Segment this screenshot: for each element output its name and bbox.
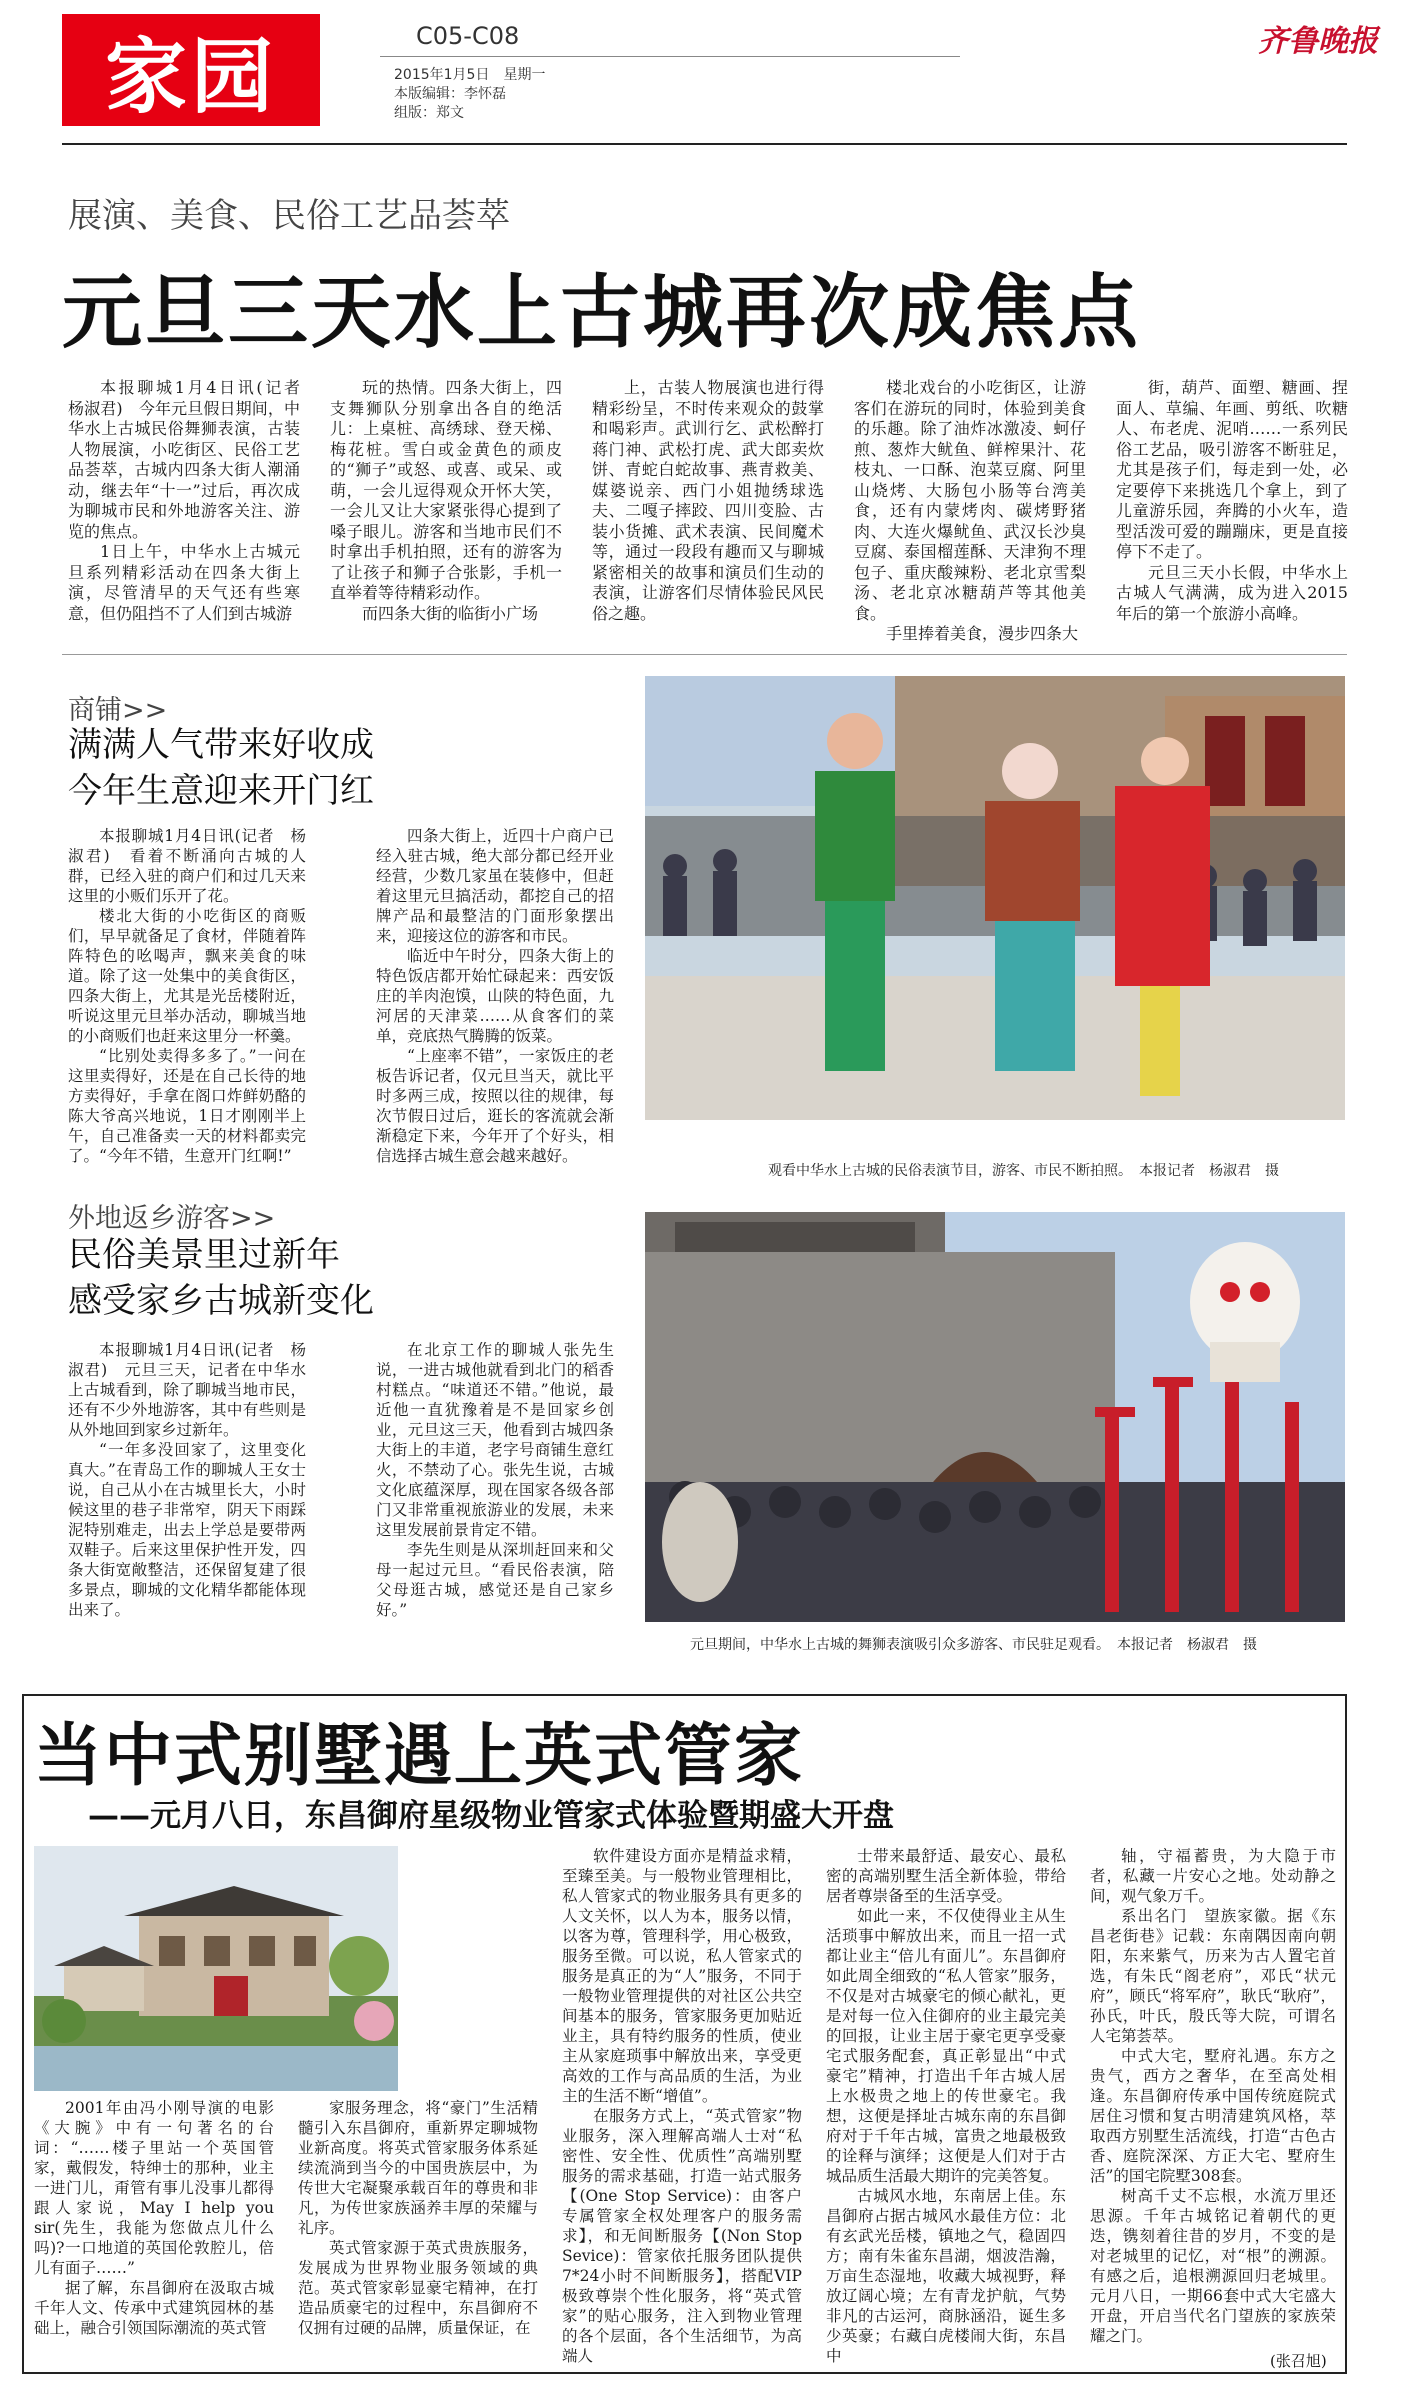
story4-subheadline: ——元月八日，东昌御府星级物业管家式体验暨期盛大开盘 [88,1798,894,1834]
paragraph: 士带来最舒适、最安心、最私密的高端别墅生活全新体验，带给居者尊崇备至的生活享受。 [826,1847,1066,1905]
paragraph: 街，葫芦、面塑、糖画、捏面人、草编、年画、剪纸、吹糖人、布老虎、泥哨……一系列民俗工艺品，吸引游客不断驻足，尤其是孩子们，每走到一处，必定要停下来挑选几个拿上，到了儿童游乐园，奔腾的小火车，造型活泼可爱的蹦蹦床，更是直接停下不走了。 [1116,378,1348,561]
story4-headline: 当中式别墅遇上英式管家 [34,1717,805,1796]
story4-column-1 [34,2098,274,2368]
folk-performance-photo [645,676,1345,1120]
issue-date: 2015年1月5日 星期一 [394,67,546,83]
paragraph: 本报聊城1月4日讯(记者 杨淑君) 今年元旦假日期间，中华水上古城民俗舞狮表演，古装人物展演，小吃街区、民俗工艺品荟萃，古城内四条大街人潮涌动，继去年“十一”过后，再次成为聊城市民和外地游客关注、游览的焦点。 [68,378,317,541]
lion-dance-caption: 元旦期间，中华水上古城的舞狮表演吸引众多游客、市民驻足观看。 本报记者 杨淑君 摄 [690,1637,1257,1653]
story3-column-2 [376,1340,614,1652]
paragraph: 据了解，东昌御府在汲取古城千年人文、传承中式建筑园林的基础上，融合引领国际潮流的英式管 [34,2279,274,2337]
paragraph: 本报聊城1月4日讯(记者 杨淑君) 元旦三天，记者在中华水上古城看到，除了聊城当地市民，还有不少外地游客，其中有些则是从外地回到家乡过新年。 [68,1341,306,1439]
paragraph: 在服务方式上，“英式管家”物业服务，深入理解高端人士对“私密性、安全性、优质性”高端别墅服务的需求基础，打造一站式服务【(One Stop Service)：由客户专属管家全权处理客户的服务需求】，和无间断服务【(Non Stop Sevice)：管家依托服务团队提供7*24小时不间断服务】，搭配VIP极致尊崇个性化服务，将“英式管家”的贴心服务，注入到物业管理的各个层面，各个生活细节，为高端人 [562,2107,802,2365]
paragraph: 古城风水地，东南居上佳。东昌御府占据古城风水最佳方位：北有玄武光岳楼，镇地之气，稳固四方；南有朱雀东昌湖，烟波浩瀚，万亩生态湿地，收藏大城视野，释放辽阔心境；左有青龙护航，气势非凡的古运河，商脉涵沿，诞生多少英豪；右藏白虎楼闹大街，东昌中 [826,2187,1066,2365]
story3-kicker: 外地返乡游客>> [68,1203,276,1234]
paragraph: 本报聊城1月4日讯(记者 杨淑君) 看着不断涌向古城的人群，已经入驻的商户们和过几天来这里的小贩们乐开了花。 [68,827,306,905]
paragraph: “一年多没回家了，这里变化真大。”在青岛工作的聊城人王女士说，自己从小在古城里长大，小时候这里的巷子非常窄，阴天下雨踩泥特别难走，出去上学总是要带两双鞋子。后来这里保护性开发，四条大街宽敞整洁，还保留复建了很多景点，聊城的文化精华都能体现出来了。 [68,1441,306,1619]
editor-credit: 本版编辑：李怀磊 [394,86,506,102]
layout-credit: 组版：郑文 [394,105,464,121]
paragraph: 李先生则是从深圳赶回来和父母一起过元旦。“看民俗表演，陪父母逛古城，感觉还是自己家乡好。” [376,1541,614,1619]
paragraph: 手里捧着美食，漫步四条大 [886,624,1079,643]
paragraph: 如此一来，不仅使得业主从生活琐事中解放出来，而且一招一式都让业主“倍儿有面儿”。东昌御府如此周全细致的“私人管家”服务，不仅是对古城豪宅的倾心献礼，更是对每一位入住御府的业主最完美的回报，让业主居于豪宅更享受豪宅式服务配套，真正彰显出“中式豪宅”精神，打造出千年古城人居上水极贵之地上的传世豪宅。我想，这便是择址古城东南的东昌御府对于千年古城，富贵之地最极致的诠释与演绎；这便是人们对于古城品质生活最大期许的完美答复。 [826,1907,1066,2185]
paragraph: 楼北大街的小吃街区的商贩们，早早就备足了食材，伴随着阵阵特色的吆喝声，飘来美食的味道。除了这一处集中的美食街区，四条大街上，尤其是光岳楼附近，听说这里元旦举办活动，聊城当地的小商贩们也赶来这里分一杯羹。 [68,907,306,1045]
story1-bottom-rule [62,654,1347,655]
page-range: C05-C08 [416,22,520,50]
story1-column-1 [68,378,317,636]
paragraph: 轴，守福蓄贵，为大隐于市者，私藏一片安心之地。处动静之间，观气象万千。 [1090,1847,1336,1905]
story1-column-2 [330,378,562,636]
villa-rendering-image [34,1846,398,2091]
paragraph: 2001年由冯小刚导演的电影《大腕》中有一句著名的台词：“……楼子里站一个英国管家，戴假发，特绅士的那种，业主一进门儿，甭管有事儿没事儿都得跟人家说，May I help you sir(先生，我能为您做点儿什么吗)?一口地道的英国伦敦腔儿，倍儿有面子……” [34,2099,274,2277]
paragraph: 临近中午时分，四条大街上的特色饭店都开始忙碌起来：西安饭庄的羊肉泡馍，山陕的特色面，九河居的天津菜……从食客们的菜单，竞底热气腾腾的饭菜。 [376,947,614,1045]
paragraph: 家服务理念，将“豪门”生活精髓引入东昌御府，重新界定聊城物业新高度。将英式管家服务体系延续流淌到当今的中国贵族层中，为传世大宅凝聚承载百年的尊贵和非凡，为传世家族涵养丰厚的荣耀与礼序。 [298,2099,538,2237]
story4-column-4 [826,1846,1066,2368]
paragraph: 而四条大街的临街小广场 [362,603,539,623]
story4-column-5 [1090,1846,1336,2346]
story4-byline: (张召旭) [1270,2352,1327,2370]
story2-column-1 [68,826,306,1176]
story1-headline: 元旦三天水上古城再次成焦点 [62,266,1141,359]
story1-column-3 [592,378,824,636]
story3-column-1 [68,1340,306,1652]
story4-column-3 [562,1846,802,2368]
paragraph: 元旦三天小长假，中华水上古城人气满满，成为进入2015年后的第一个旅游小高峰。 [1116,562,1348,623]
masthead-logo: 齐鲁晚报 [1258,24,1378,59]
story1-column-4 [854,378,1086,643]
section-logo: 家园 [62,14,320,126]
paragraph: 中式大宅，墅府礼遇。东方之贵气，西方之奢华，在至高处相逢。东昌御府传承中国传统庭院式居住习惯和复古明清建筑风格，萃取西方别墅生活流线，打造“古色古香、庭院深深、方正大宅、墅府生活”的国宅院墅308套。 [1090,2047,1336,2185]
paragraph: 树高千丈不忘根，水流万里还思源。千年古城铭记着朝代的更迭，镌刻着往昔的岁月，不变的是对老城里的记忆，对“根”的溯源。有感之后，追根溯源回归老城里。元月八日，一期66套中式大宅盛大开盘，开启当代名门望族的家族荣耀之门。 [1090,2187,1336,2345]
story1-kicker: 展演、美食、民俗工艺品荟萃 [68,196,510,236]
paragraph: 上，古装人物展演也进行得精彩纷呈，不时传来观众的鼓掌和喝彩声。武训行乞、武松醉打蒋门神、武松打虎、武大郎卖炊饼、青蛇白蛇故事、燕青救美、媒婆说亲、西门小姐抛绣球选夫、二嘎子摔跤、四川变脸、古装小货摊、武术表演、民间魔术等，通过一段段有趣而又与聊城紧密相关的故事和演员们生动的表演，让游客们尽情体验民风民俗之趣。 [592,378,824,623]
paragraph: 在北京工作的聊城人张先生说，一进古城他就看到北门的稻香村糕点。“味道还不错。”他说，最近他一直犹豫着是不是回家乡创业，元旦这三天，他看到古城四条大街上的丰道，老字号商铺生意红火，不禁动了心。张先生说，古城文化底蕴深厚，现在国家各级各部门又非常重视旅游业的发展，未来这里发展前景肯定不错。 [376,1341,614,1539]
story2-kicker: 商铺>> [68,695,168,726]
page-range-underline [380,56,960,57]
story2-headline-line2: 今年生意迎来开门红 [68,771,374,811]
folk-performance-caption: 观看中华水上古城的民俗表演节目，游客、市民不断拍照。 本报记者 杨淑君 摄 [768,1163,1279,1179]
paragraph: 英式管家源于英式贵族服务，发展成为世界物业服务领域的典范。英式管家彰显豪宅精神，在打造品质豪宅的过程中，东昌御府不仅拥有过硬的品牌，质量保证，在 [298,2239,538,2337]
paragraph: 四条大街上，近四十户商户已经入驻古城，绝大部分都已经开业经营，少数几家虽在装修中，但赶着这里元旦搞活动，都挖自己的招牌产品和最整洁的门面形象摆出来，迎接这位的游客和市民。 [376,827,614,945]
story2-column-2 [376,826,614,1176]
paragraph: “上座率不错”，一家饭庄的老板告诉记者，仅元旦当天，就比平时多两三成，按照以往的规律，每次节假日过后，逛长的客流就会渐渐稳定下来，今年开了个好头，相信选择古城生意会越来越好。 [376,1047,614,1165]
paragraph: 系出名门 望族家徽。据《东昌老街巷》记载：东南隅因南向朝阳，东来紫气，历来为古人置宅首选，有朱氏“阁老府”，邓氏“状元府”，顾氏“将军府”，耿氏“耿府”，孙氏，叶氏，殷氏等大院，可谓名人宅第荟萃。 [1090,1907,1336,2045]
paragraph: “比别处卖得多多了。”一问在这里卖得好，还是在自己长待的地方卖得好，手拿在阁口炸鲜奶酪的陈大爷高兴地说，1日才刚刚半上午，自己准备卖一天的材料都卖完了。“今年不错，生意开门红啊!” [68,1047,306,1165]
paragraph: 楼北戏台的小吃街区，让游客们在游玩的同时，体验到美食的乐趣。除了油炸冰激凌、蚵仔煎、葱炸大鱿鱼、鲜榨果汁、花枝丸、一口酥、泡菜豆腐、阿里山烧烤、大肠包小肠等台湾美食，还有内蒙烤肉、碳烤野猪肉、大连火爆鱿鱼、武汉长沙臭豆腐、泰国榴莲酥、天津狗不理包子、重庆酸辣粉、老北京雪梨汤、老北京冰糖葫芦等其他美食。 [854,378,1086,623]
story2-headline-line1: 满满人气带来好收成 [68,725,374,765]
story3-headline-line1: 民俗美景里过新年 [68,1235,340,1275]
paragraph: 1日上午，中华水上古城元旦系列精彩活动在四条大街上演，尽管清早的天气还有些寒意，但仍阻挡不了人们到古城游 [68,542,300,623]
lion-dance-photo [645,1212,1345,1622]
story3-headline-line2: 感受家乡古城新变化 [68,1281,374,1321]
story4-column-2 [298,2098,538,2368]
header-rule [62,143,1347,145]
story1-column-5 [1116,378,1348,636]
paragraph: 软件建设方面亦是精益求精，至臻至美。与一般物业管理相比，私人管家式的物业服务具有更多的人文关怀，以人为本，服务以情，以客为尊，管理科学，用心极致，服务至微。可以说，私人管家式的服务是真正的为“人”服务，不同于一般物业管理提供的对社区公共空间基本的服务，管家服务更加贴近业主，具有特约服务的性质，使业主从家庭琐事中解放出来，享受更高效的工作与高品质的生活，为业主的生活不断“增值”。 [562,1847,802,2105]
paragraph: 玩的热情。四条大街上，四支舞狮队分别拿出各自的绝活儿：上桌桩、高绣球、登天梯、梅花桩。雪白或金黄色的顽皮的“狮子”或怒、或喜、或呆、或萌，一会儿逗得观众开怀大笑，一会儿又让大家紧张得心提到了嗓子眼儿。游客和当地市民们不时拿出手机拍照，还有的游客为了让孩子和狮子合张影，手机一直举着等待精彩动作。 [330,378,562,602]
